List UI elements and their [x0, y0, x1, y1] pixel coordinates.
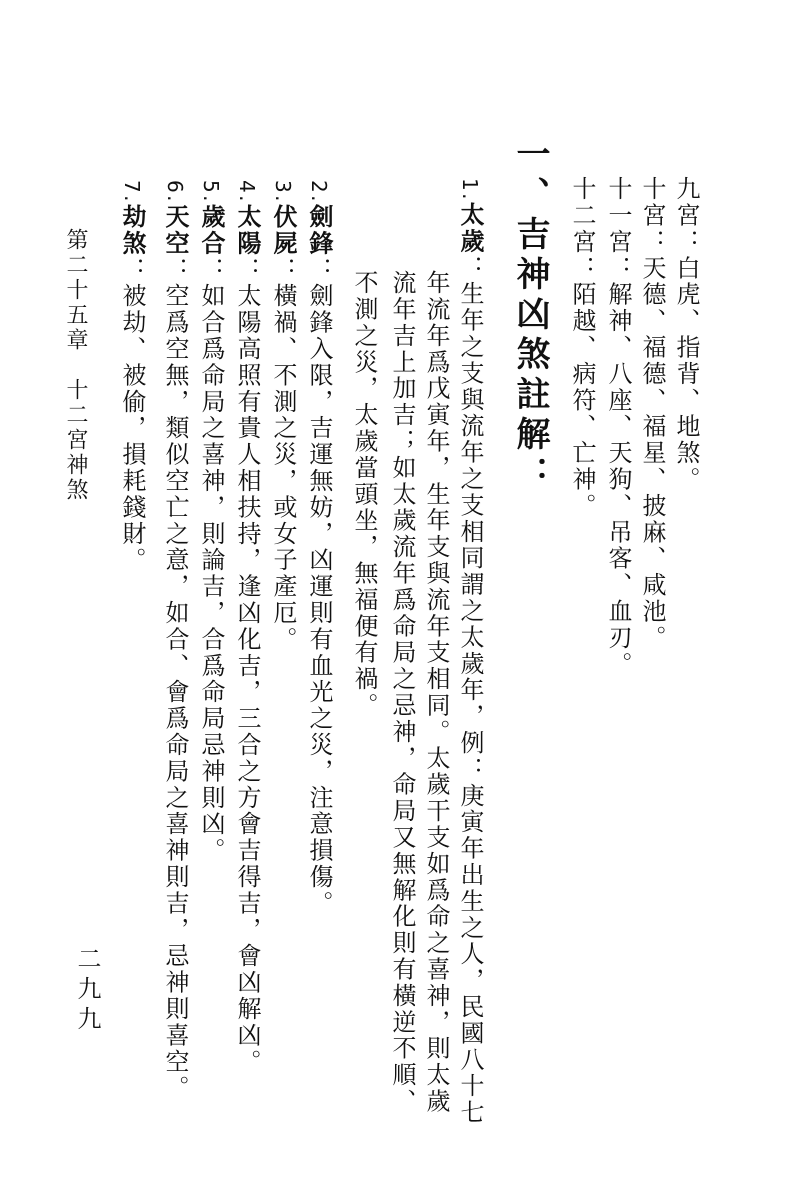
- list-item: 十宮：天德、福德、福星、披麻、咸池。: [638, 176, 666, 652]
- section-title: 一、吉神凶煞註解：: [510, 136, 550, 496]
- entry-line: [233, 180, 261, 1075]
- entry-line: 不測之災，太歲當頭坐，無福便有禍。: [350, 270, 378, 719]
- entry-text: ：空爲空無，類似空亡之意，如合、會爲命局之喜神則吉，忌神則喜空。: [161, 256, 189, 1102]
- page-number: 二九九: [73, 946, 101, 1036]
- entry-number: 1.: [458, 178, 482, 202]
- entry-text: ：橫禍、不測之災，或女子產厄。: [269, 256, 297, 653]
- entry-text: ：被劫、被偷，損耗錢財。: [118, 256, 146, 574]
- entry-number: 6.: [163, 180, 187, 204]
- entry-line: [305, 180, 333, 917]
- entry-number: 2.: [307, 180, 331, 204]
- entry-number: 5.: [199, 180, 223, 204]
- list-item: 九宮：白虎、指背、地煞。: [672, 176, 700, 493]
- entry-term: 太陽: [233, 203, 262, 257]
- entry-number: 3.: [271, 180, 295, 204]
- entry-line: [197, 180, 225, 864]
- entry-term: 伏屍: [269, 203, 298, 257]
- entry-text: ：如合爲命局之喜神，則論吉，合爲命局忌神則凶。: [197, 256, 225, 864]
- entry-line: 流年吉上加吉；如太歲流年爲命局之忌神，命局又無解化則有橫逆不順、: [388, 270, 416, 1115]
- entry-text: ：太陽高照有貴人相扶持，逢凶化吉，三合之方會吉得吉，會凶解凶。: [233, 256, 261, 1076]
- entry-line: [456, 178, 484, 1126]
- entry-term: 歲合: [197, 203, 226, 257]
- list-item: 十一宮：解神、八座、天狗、吊客、血刃。: [604, 176, 632, 678]
- entry-line: [118, 180, 146, 574]
- entry-text: ：劍鋒入限，吉運無妨，凶運則有血光之災，注意損傷。: [305, 256, 333, 917]
- entry-term: 劫煞: [118, 203, 147, 257]
- entry-text: ：生年之支與流年之支相同謂之太歲年，例：庚寅年出生之人，民國八十七: [456, 254, 484, 1126]
- entry-line: [269, 180, 297, 653]
- entry-line: 年流年爲戊寅年，生年支與流年支相同。太歲干支如爲命之喜神，則太歲: [422, 270, 450, 1115]
- entry-term: 天空: [161, 203, 190, 257]
- list-item: 十二宮：陌越、病符、亡神。: [568, 176, 596, 520]
- entry-number: 4.: [235, 180, 259, 204]
- entry-term: 太歲: [456, 201, 485, 255]
- entry-line: [161, 180, 189, 1102]
- entry-number: 7.: [120, 180, 144, 204]
- entry-term: 劍鋒: [305, 203, 334, 257]
- running-head: 第二十五章 十二宮神煞: [63, 228, 88, 503]
